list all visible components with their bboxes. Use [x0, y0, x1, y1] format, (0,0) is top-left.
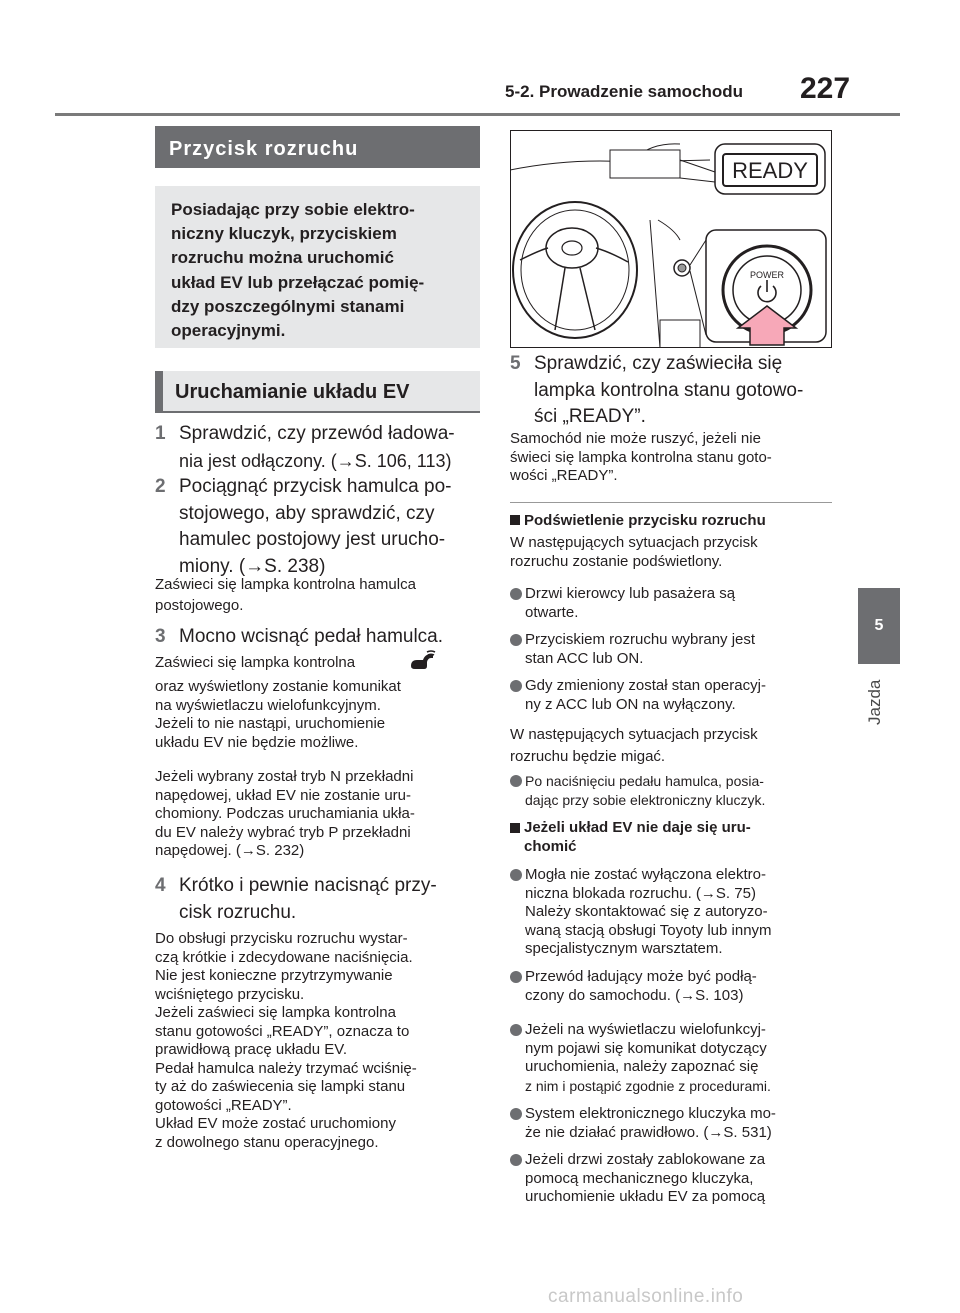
list-line: Drzwi kierowcy lub pasażera są — [525, 585, 736, 602]
page-number: 227 — [800, 72, 851, 105]
list-line: otwarte. — [525, 603, 579, 621]
round-bullet-icon — [510, 1108, 522, 1120]
note-line: oraz wyświetlony zostanie komunikat — [155, 678, 401, 695]
list-line: System elektronicznego kluczyka mo- — [525, 1105, 776, 1122]
step-3-note-2 — [155, 768, 480, 861]
note-line: prawidłową pracę układu EV. — [155, 1041, 348, 1058]
intro-line: Posiadając przy sobie elektro- — [171, 200, 415, 219]
step-line: cisk rozruchu. — [179, 901, 297, 923]
list-item — [510, 866, 835, 960]
round-bullet-icon — [510, 634, 522, 646]
list-line: Należy skontaktować się z autoryzo- — [525, 903, 768, 920]
round-bullet-icon — [510, 775, 522, 787]
intro-line: rozruchu można uruchomić — [171, 248, 394, 268]
step-number: 4 — [155, 875, 166, 896]
list-line: ny z ACC lub ON na wyłączony. — [525, 695, 736, 713]
note-line: rozruchu zostanie podświetlony. — [510, 552, 723, 570]
note-line: z dowolnego stanu operacyjnego. — [155, 1133, 379, 1151]
note-line: W następujących sytuacjach przycisk — [510, 534, 758, 551]
step-number: 2 — [155, 476, 166, 497]
list-line: uruchomienie układu EV za pomocą — [525, 1188, 766, 1205]
step-3 — [155, 624, 485, 652]
subsection-title: Podświetlenie przycisku rozruchu — [524, 512, 766, 529]
note-line: na wyświetlaczu wielofunkcyjnym. — [155, 696, 381, 714]
round-bullet-icon — [510, 588, 522, 600]
list-line: Jeżeli drzwi zostały zablokowane za — [525, 1151, 766, 1168]
running-header: 5-2. Prowadzenie samochodu — [505, 82, 744, 101]
subsection-ev-not-starting — [510, 819, 835, 859]
step-line: lampka kontrolna stanu gotowo- — [534, 379, 804, 401]
note-line: Jeżeli zaświeci się lampka kontrolna — [155, 1004, 396, 1021]
note-line: Samochód nie może ruszyć, jeżeli nie — [510, 430, 761, 447]
step-line: Krótko i pewnie nacisnąć przy- — [179, 875, 437, 896]
step-line: ści „READY”. — [534, 406, 646, 427]
square-bullet-icon — [510, 515, 520, 525]
note-line: chomiony. Podczas uruchamiania ukła- — [155, 805, 415, 822]
list-item — [510, 968, 835, 1008]
list-line: czony do samochodu. (→S. 103) — [525, 986, 744, 1004]
step-number: 5 — [510, 353, 521, 374]
note-line: czą krótkie i zdecydowane naciśnięcia. — [155, 948, 413, 966]
step-5-note — [510, 430, 835, 486]
list-line: z nim i postąpić zgodnie z procedurami. — [525, 1077, 771, 1094]
chapter-label: Jazda — [865, 679, 884, 725]
step-line: hamulec postojowy jest urucho- — [179, 529, 446, 550]
step-line: Mocno wcisnąć pedał hamulca. — [179, 626, 444, 647]
list-item — [510, 1105, 835, 1145]
watermark: carmanualsonline.info — [548, 1286, 744, 1307]
list-line: Gdy zmieniony został stan operacyj- — [525, 677, 766, 694]
note-line: Pedał hamulca należy trzymać wciśnię- — [155, 1059, 417, 1077]
list-item — [510, 1151, 835, 1209]
round-bullet-icon — [510, 680, 522, 692]
list-item — [510, 772, 835, 812]
step-line: miony. (→S. 238) — [179, 555, 326, 577]
list-line: uruchomienia, należy zapoznać się — [525, 1058, 759, 1075]
list-line: że nie działać prawidłowo. (→S. 531) — [525, 1123, 772, 1141]
note-line: wości „READY”. — [510, 467, 618, 484]
note-line: Jeżeli to nie nastąpi, uruchomienie — [155, 715, 386, 732]
header-rule — [55, 113, 900, 116]
list-line: dając przy sobie elektroniczny kluczyk. — [525, 791, 766, 808]
divider — [510, 502, 832, 503]
step-line: stojowego, aby sprawdzić, czy — [179, 502, 435, 524]
note-line: Do obsługi przycisku rozruchu wystar- — [155, 930, 408, 947]
note-line: wciśniętego przycisku. — [155, 985, 305, 1003]
note-line: postojowego. — [155, 597, 244, 614]
note-line: W następujących sytuacjach przycisk — [510, 726, 758, 743]
list-line: Po naciśnięciu pedału hamulca, posia- — [525, 773, 764, 789]
list-line: stan ACC lub ON. — [525, 649, 644, 667]
note-line: gotowości „READY”. — [155, 1096, 292, 1114]
round-bullet-icon — [510, 971, 522, 983]
ev-start-indicator-icon — [407, 650, 437, 672]
step-2 — [155, 474, 485, 582]
list-item — [510, 1021, 835, 1097]
step-1 — [155, 421, 485, 475]
list-line: niczna blokada rozruchu. (→S. 75) — [525, 884, 756, 902]
step-number: 3 — [155, 626, 166, 647]
intro-line: układ EV lub przełączać pomię- — [171, 272, 425, 292]
list-line: nym pojawi się komunikat dotyczący — [525, 1039, 767, 1057]
list-item — [510, 631, 835, 671]
intro-line: dzy poszczególnymi stanami — [171, 296, 405, 316]
step-5 — [510, 351, 840, 431]
step-line: Sprawdzić, czy przewód ładowa- — [179, 423, 455, 444]
note-line: du EV należy wybrać tryb P przekładni — [155, 823, 411, 841]
list-line: Mogła nie zostać wyłączona elektro- — [525, 866, 766, 883]
list-item — [510, 677, 835, 717]
note-line: Układ EV może zostać uruchomiony — [155, 1115, 396, 1132]
round-bullet-icon — [510, 1154, 522, 1166]
power-button-label: POWER — [749, 270, 785, 280]
step-number: 1 — [155, 423, 166, 444]
subsection-title: Jeżeli układ EV nie daje się uru- — [524, 819, 751, 836]
list-line: Przyciskiem rozruchu wybrany jest — [525, 631, 756, 648]
note-line: napędowej, układ EV nie zostanie uru- — [155, 786, 411, 804]
note-line: układu EV nie będzie możliwe. — [155, 733, 359, 751]
section-title-start-button: Przycisk rozruchu — [155, 126, 480, 168]
note-line: Jeżeli wybrany został tryb N przekładni — [155, 768, 414, 785]
square-bullet-icon — [510, 823, 520, 833]
step-line: Sprawdzić, czy zaświeciła się — [534, 353, 783, 374]
note-line: Zaświeci się lampka kontrolna hamulca — [155, 576, 416, 593]
note-line: stanu gotowości „READY”, oznacza to — [155, 1022, 410, 1040]
subsection-illumination — [510, 512, 835, 571]
intro-line: niczny kluczyk, przyciskiem — [171, 224, 397, 244]
list-item — [510, 585, 835, 625]
list-line: Jeżeli na wyświetlaczu wielofunkcyj- — [525, 1021, 766, 1038]
note-line: ty aż do zaświecenia się lampki stanu — [155, 1078, 406, 1095]
intro-box — [155, 186, 480, 348]
subsection-intro-2 — [510, 724, 835, 768]
step-4 — [155, 873, 485, 927]
intro-line: operacyjnymi. — [171, 321, 286, 341]
note-line: Zaświeci się lampka kontrolna — [155, 654, 356, 671]
step-2-note — [155, 574, 480, 616]
round-bullet-icon — [510, 1024, 522, 1036]
subsection-title: chomić — [524, 837, 577, 855]
step-3-note-1 — [155, 654, 480, 752]
note-line: świeci się lampka kontrolna stanu goto- — [510, 448, 772, 466]
round-bullet-icon — [510, 869, 522, 881]
section-title-ev-start: Uruchamianie układu EV — [155, 371, 480, 413]
note-line: napędowej. (→S. 232) — [155, 842, 305, 859]
list-line: pomocą mechanicznego kluczyka, — [525, 1169, 754, 1187]
note-line: rozruchu będzie migać. — [510, 748, 666, 765]
ready-indicator-label: READY — [732, 158, 808, 183]
step-4-note — [155, 930, 480, 1152]
step-line: nia jest odłączony. (→S. 106, 113) — [179, 450, 452, 471]
step-line: Pociągnąć przycisk hamulca po- — [179, 476, 452, 497]
list-line: specjalistycznym warsztatem. — [525, 940, 723, 957]
list-line: Przewód ładujący może być podłą- — [525, 968, 757, 985]
list-line: waną stacją obsługi Toyoty lub innym — [525, 921, 772, 939]
chapter-tab: 5 — [858, 588, 900, 664]
dashboard-illustration — [510, 130, 832, 348]
note-line: Nie jest konieczne przytrzymywanie — [155, 967, 393, 984]
